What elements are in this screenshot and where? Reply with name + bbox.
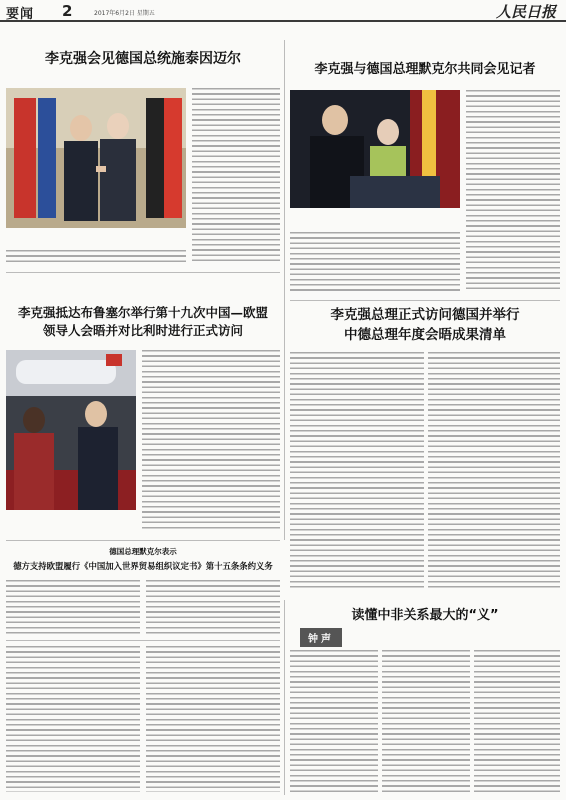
article-4-body-text-right (428, 352, 560, 588)
page-number: 2 (62, 2, 73, 20)
article-2-photo (290, 90, 460, 208)
article-3-title-line-2: 领导人会晤并对比利时进行正式访问 (42, 323, 243, 338)
article-2-body-text (466, 90, 560, 292)
article-6-body-text-3 (474, 650, 560, 792)
newspaper-logo: 人民日报 (495, 3, 556, 21)
article-5-body-text-left (6, 580, 140, 634)
section-rule (6, 540, 280, 541)
section-rule (6, 640, 280, 641)
article-3-title-line-1: 李克强抵达布鲁塞尔举行第十九次中国—欧盟 (17, 305, 268, 320)
column-divider (284, 600, 285, 795)
article-6-body-text-2 (382, 650, 470, 792)
column-divider (284, 40, 285, 540)
issue-date: 2017年6月2日 星期五 (94, 10, 155, 17)
article-3-body-text (142, 350, 280, 530)
column-tag-zhongsheng: 钟声 (300, 628, 342, 647)
section-rule (6, 272, 280, 273)
article-5-body-text-lower-right (146, 646, 280, 792)
article-5-kicker: 德国总理默克尔表示 (109, 547, 177, 556)
article-4-body-text-left (290, 352, 424, 588)
article-1-lead-text (6, 250, 186, 264)
article-5-title: 德方支持欧盟履行《中国加入世界贸易组织议定书》第十五条条约义务 (13, 561, 273, 571)
article-5-body-text-right (146, 580, 280, 634)
section-rule (290, 300, 560, 301)
masthead (0, 0, 566, 22)
article-4-title-line-2: 中德总理年度会晤成果清单 (344, 327, 506, 343)
article-6-body-text-1 (290, 650, 378, 792)
article-4-title-line-1: 李克强总理正式访问德国并举行 (330, 307, 520, 323)
article-1-body-text (192, 88, 280, 264)
article-3-photo (6, 350, 136, 510)
article-1-caption (8, 232, 186, 246)
article-1-title: 李克强会见德国总统施泰因迈尔 (45, 51, 241, 67)
article-6-title: 读懂中非关系最大的“义” (351, 608, 499, 623)
article-2-lead-text (290, 232, 460, 292)
article-1-photo (6, 88, 186, 228)
article-2-caption (292, 212, 460, 226)
article-3-caption (8, 512, 136, 532)
article-5-body-text-lower-left (6, 646, 140, 792)
article-2-title: 李克强与德国总理默克尔共同会见记者 (314, 62, 536, 77)
section-name: 要闻 (6, 7, 35, 22)
